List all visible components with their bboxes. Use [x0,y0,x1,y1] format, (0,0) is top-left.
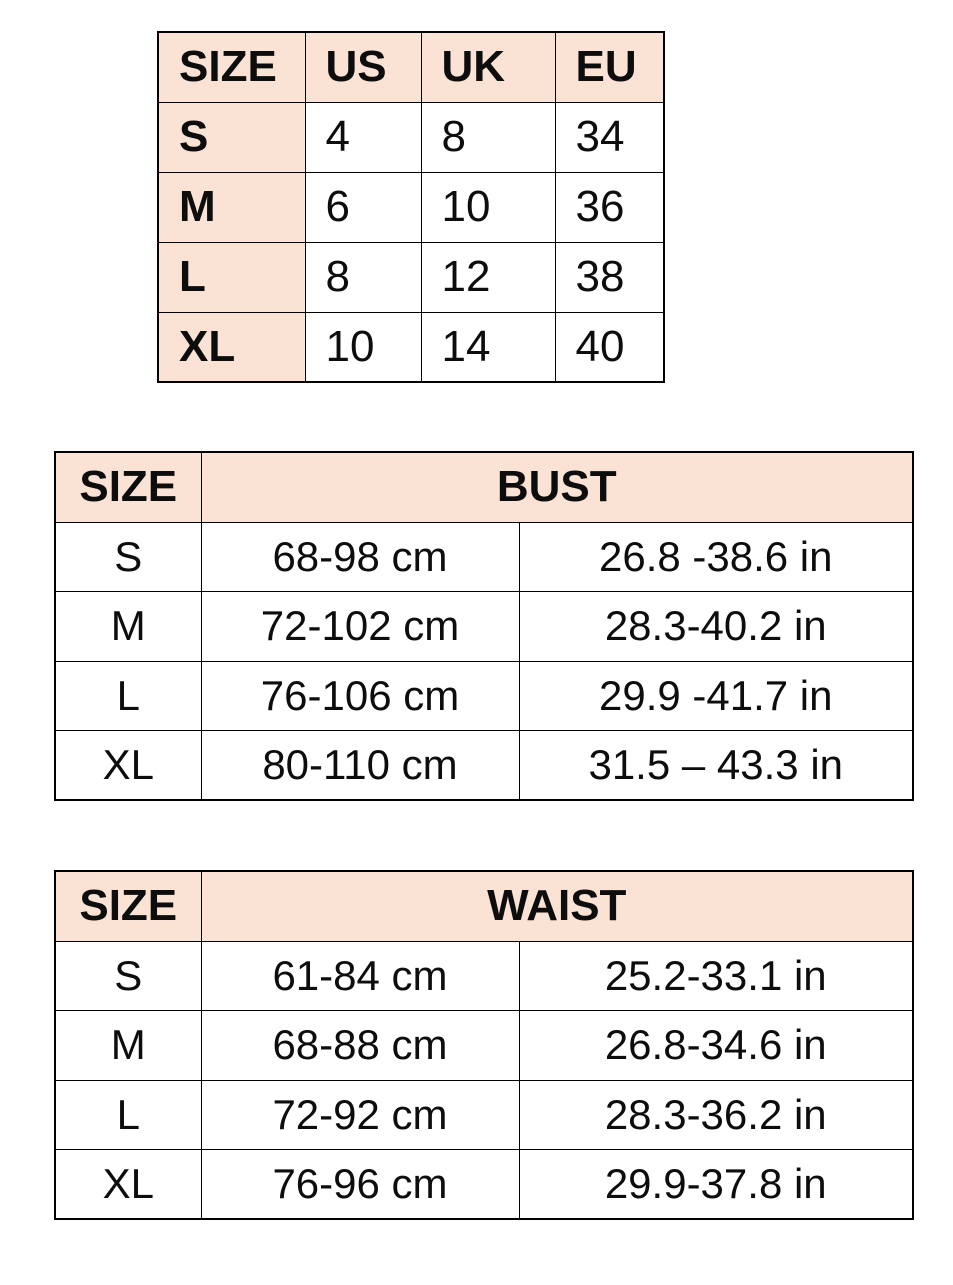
waist-cm-value: 76-96 cm [201,1150,519,1220]
bust-in-value: 26.8 -38.6 in [519,522,913,592]
conversion-eu-value: 36 [555,172,664,242]
conversion-us-value: 6 [305,172,421,242]
waist-row-m [55,1011,913,1081]
bust-in-value: 28.3-40.2 in [519,592,913,662]
waist-row-s [55,941,913,1011]
bust-header-row [55,452,913,522]
conversion-header-row [158,32,664,102]
conversion-header-us: US [305,32,421,102]
bust-in-value: 31.5 – 43.3 in [519,731,913,801]
bust-in-value: 29.9 -41.7 in [519,661,913,731]
conversion-size-label: M [158,172,305,242]
conversion-row-m [158,172,664,242]
bust-row-m [55,592,913,662]
size-conversion-table [157,31,665,383]
waist-size-label: XL [55,1150,201,1220]
waist-table [54,870,914,1220]
conversion-row-l [158,242,664,312]
waist-header-label: WAIST [201,871,913,941]
waist-row-xl [55,1150,913,1220]
conversion-uk-value: 10 [421,172,555,242]
conversion-uk-value: 12 [421,242,555,312]
waist-header-row [55,871,913,941]
bust-size-label: XL [55,731,201,801]
conversion-eu-value: 38 [555,242,664,312]
bust-size-label: L [55,661,201,731]
conversion-eu-value: 34 [555,102,664,172]
conversion-uk-value: 8 [421,102,555,172]
waist-header-size: SIZE [55,871,201,941]
bust-cm-value: 68-98 cm [201,522,519,592]
waist-in-value: 26.8-34.6 in [519,1011,913,1081]
bust-size-label: M [55,592,201,662]
conversion-header-size: SIZE [158,32,305,102]
conversion-eu-value: 40 [555,312,664,382]
waist-size-label: L [55,1080,201,1150]
bust-header-label: BUST [201,452,913,522]
bust-row-l [55,661,913,731]
conversion-size-label: L [158,242,305,312]
conversion-row-xl [158,312,664,382]
waist-cm-value: 72-92 cm [201,1080,519,1150]
waist-row-l [55,1080,913,1150]
conversion-row-s [158,102,664,172]
conversion-us-value: 10 [305,312,421,382]
waist-size-label: M [55,1011,201,1081]
conversion-header-eu: EU [555,32,664,102]
bust-table [54,451,914,801]
bust-row-xl [55,731,913,801]
conversion-header-uk: UK [421,32,555,102]
waist-in-value: 29.9-37.8 in [519,1150,913,1220]
conversion-uk-value: 14 [421,312,555,382]
waist-cm-value: 68-88 cm [201,1011,519,1081]
conversion-size-label: XL [158,312,305,382]
waist-in-value: 25.2-33.1 in [519,941,913,1011]
conversion-us-value: 8 [305,242,421,312]
waist-size-label: S [55,941,201,1011]
bust-cm-value: 76-106 cm [201,661,519,731]
bust-row-s [55,522,913,592]
conversion-size-label: S [158,102,305,172]
waist-in-value: 28.3-36.2 in [519,1080,913,1150]
waist-cm-value: 61-84 cm [201,941,519,1011]
bust-header-size: SIZE [55,452,201,522]
bust-cm-value: 80-110 cm [201,731,519,801]
conversion-us-value: 4 [305,102,421,172]
bust-size-label: S [55,522,201,592]
bust-cm-value: 72-102 cm [201,592,519,662]
